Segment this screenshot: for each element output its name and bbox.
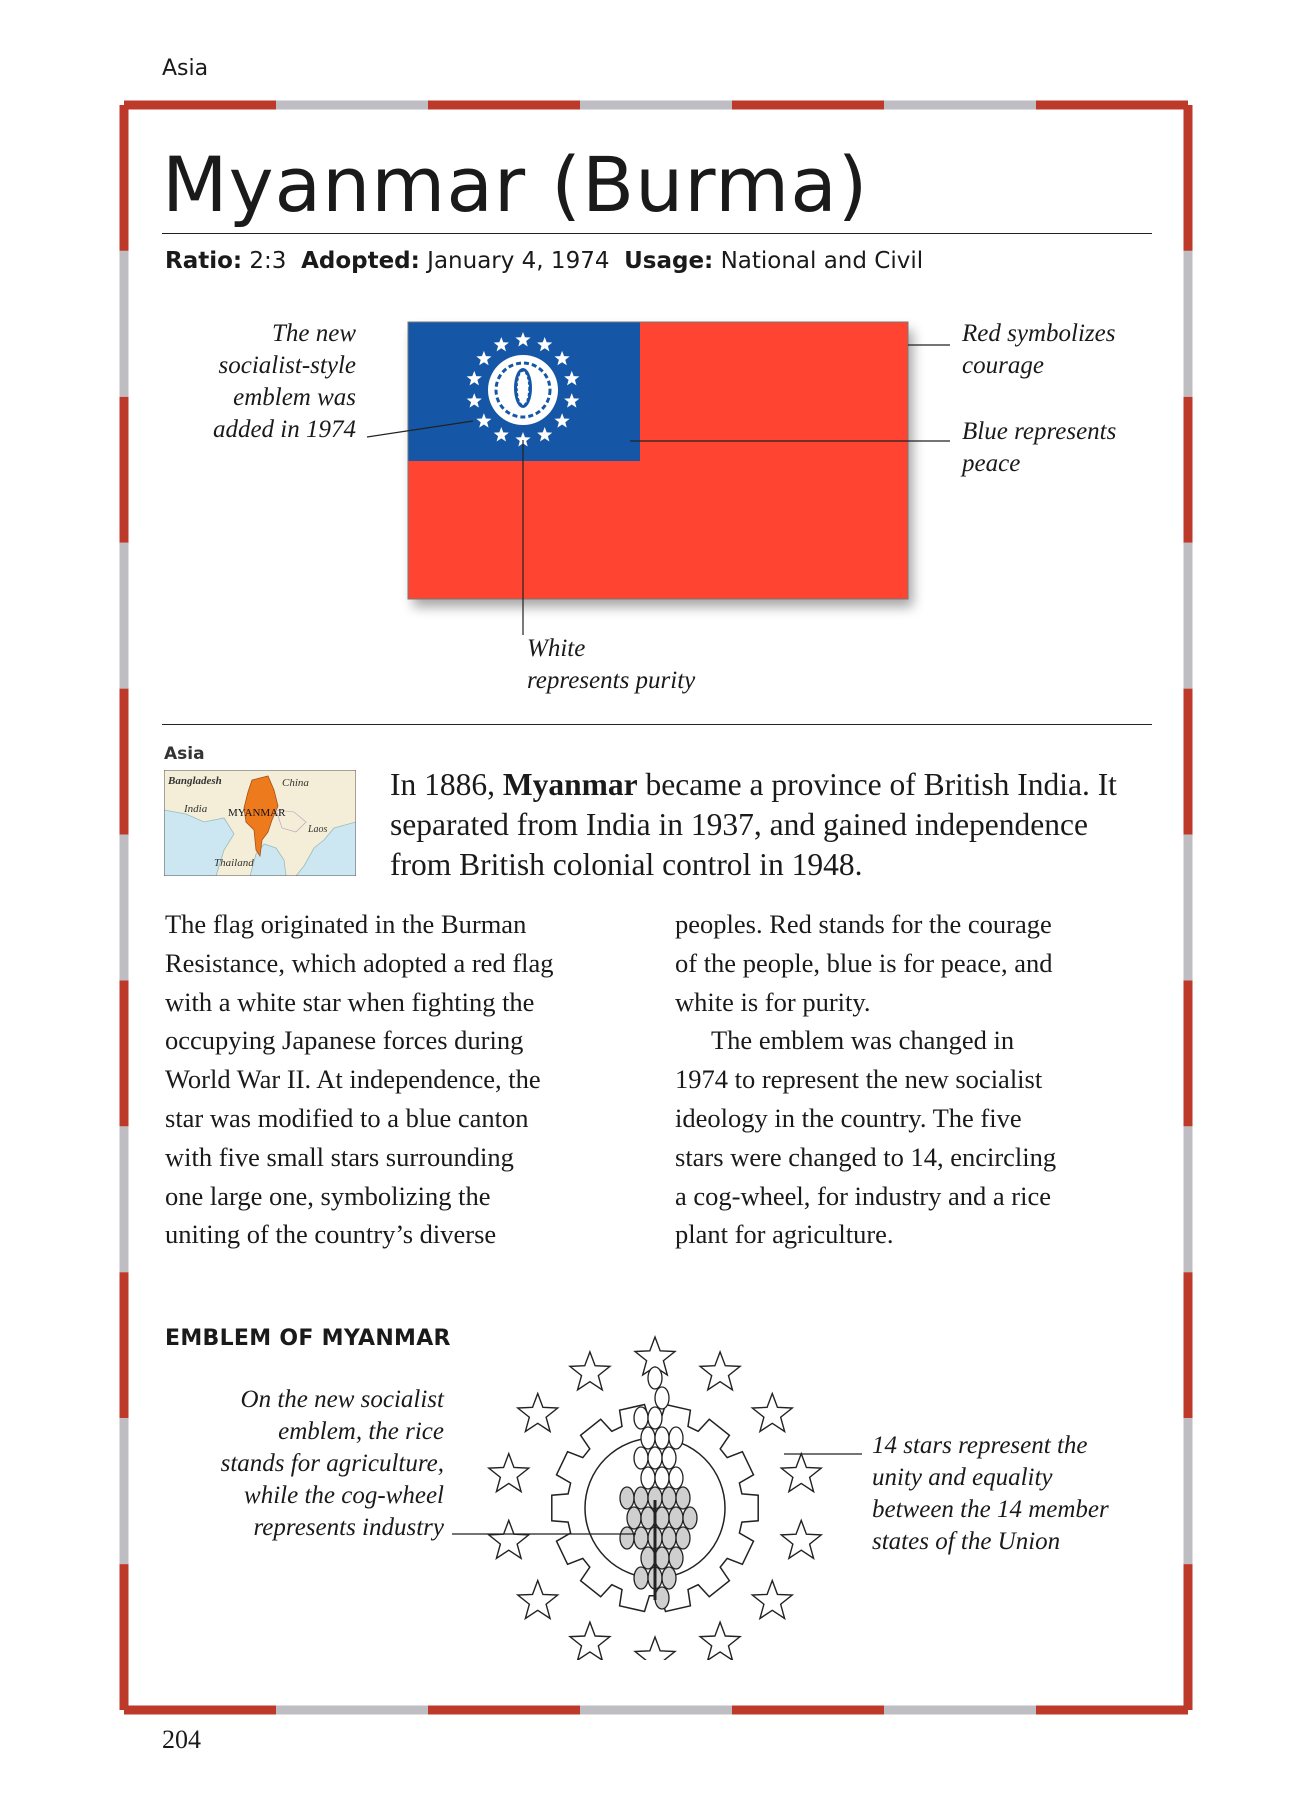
rice-grain — [662, 1487, 676, 1509]
rice-grain — [620, 1487, 634, 1509]
emblem-star — [781, 1454, 821, 1492]
rice-grain — [669, 1427, 683, 1449]
red-annotation: Red symbolizes courage — [962, 320, 1116, 379]
emblem-star — [752, 1581, 792, 1619]
body-column-left: The flag originated in the Burman Resistance, which adopted a red flag with a white star when fighting the occupying Japanese forces during World War II. At independence, the star was modified to a blue canton with five small stars surrounding one large one, symbolizing the uniting of the country’s diverse — [165, 909, 554, 1250]
rice-grain — [655, 1387, 669, 1409]
usage-value: National and Civil — [720, 248, 924, 274]
page-title: Myanmar (Burma) — [162, 140, 869, 229]
emblem-star — [781, 1520, 821, 1558]
section-rule — [162, 724, 1152, 725]
rice-plant — [590, 1367, 720, 1660]
white-annotation: White represents purity — [527, 635, 696, 694]
rice-grain — [655, 1427, 669, 1449]
blue-annotation: Blue represents peace — [962, 418, 1117, 477]
page-number: 204 — [162, 1725, 201, 1754]
intro-paragraph: In 1886, Myanmar became a province of British India. It separated from India in 1937, and gained independence from British colonial control in 1948. — [390, 767, 1117, 882]
rice-grain — [648, 1367, 662, 1389]
rice-grain — [634, 1487, 648, 1509]
adopted-label: Adopted: — [301, 248, 420, 274]
emblem-star — [700, 1352, 740, 1390]
rice-grain — [662, 1447, 676, 1469]
rice-grain — [669, 1467, 683, 1489]
emblem-star — [518, 1393, 558, 1431]
section-label: Asia — [162, 56, 209, 81]
rice-grain — [634, 1447, 648, 1469]
emblem-star — [570, 1352, 610, 1390]
map-label-thailand: Thailand — [214, 857, 254, 869]
emblem-annotation: The new socialist-style emblem was added in 1974 — [212, 320, 356, 443]
rice-grain — [655, 1507, 669, 1529]
map-label-bangladesh: Bangladesh — [168, 775, 222, 787]
rice-grain — [683, 1507, 697, 1529]
emblem-star — [518, 1581, 558, 1619]
rice-grain — [676, 1487, 690, 1509]
emblem-left-note: On the new socialist emblem, the rice stands for agriculture, while the cog-wheel represents industry — [220, 1386, 444, 1541]
locator-map — [164, 770, 356, 876]
map-label-china: China — [282, 777, 309, 789]
ratio-label: Ratio: — [165, 248, 243, 274]
rice-grain — [634, 1567, 648, 1589]
rice-grain — [641, 1467, 655, 1489]
emblem-star — [752, 1393, 792, 1431]
rice-grain — [676, 1527, 690, 1549]
usage-label: Usage: — [624, 248, 714, 274]
rice-grain — [648, 1407, 662, 1429]
rice-grain — [662, 1527, 676, 1549]
rice-grain — [655, 1587, 669, 1609]
map-label-myanmar: MYANMAR — [228, 807, 286, 819]
emblem-star — [489, 1520, 529, 1558]
emblem-star — [635, 1637, 675, 1660]
rice-grain — [641, 1507, 655, 1529]
adopted-value: January 4, 1974 — [427, 248, 610, 274]
map-label-laos: Laos — [308, 824, 328, 835]
map-region-label: Asia — [164, 744, 205, 764]
map-label-india: India — [184, 803, 208, 815]
rice-grain — [634, 1527, 648, 1549]
rice-grain — [669, 1547, 683, 1569]
rice-grain — [634, 1407, 648, 1429]
rice-grain — [620, 1527, 634, 1549]
rice-grain — [627, 1507, 641, 1529]
rice-grain — [662, 1567, 676, 1589]
rice-grain — [641, 1427, 655, 1449]
emblem-star — [700, 1622, 740, 1660]
rice-grain — [655, 1467, 669, 1489]
emblem-illustration — [0, 1300, 1309, 1660]
emblem-heading: EMBLEM OF MYANMAR — [165, 1326, 451, 1351]
emblem-right-note: 14 stars represent the unity and equality between the 14 member states of the Union — [872, 1432, 1109, 1555]
emblem-star — [489, 1454, 529, 1492]
emblem-star — [570, 1622, 610, 1660]
rice-grain — [655, 1547, 669, 1569]
ratio-value: 2:3 — [249, 248, 287, 274]
rice-grain — [648, 1447, 662, 1469]
rice-grain — [641, 1547, 655, 1569]
rice-grain — [669, 1507, 683, 1529]
body-column-right: peoples. Red stands for the courage of the people, blue is for peace, and white is for purity. The emblem was changed in 1974 to represent the new socialist ideology in the country. The five stars were changed to 14, encircling a cog-wheel, for industry and a rice plant for agriculture. — [675, 909, 1057, 1250]
